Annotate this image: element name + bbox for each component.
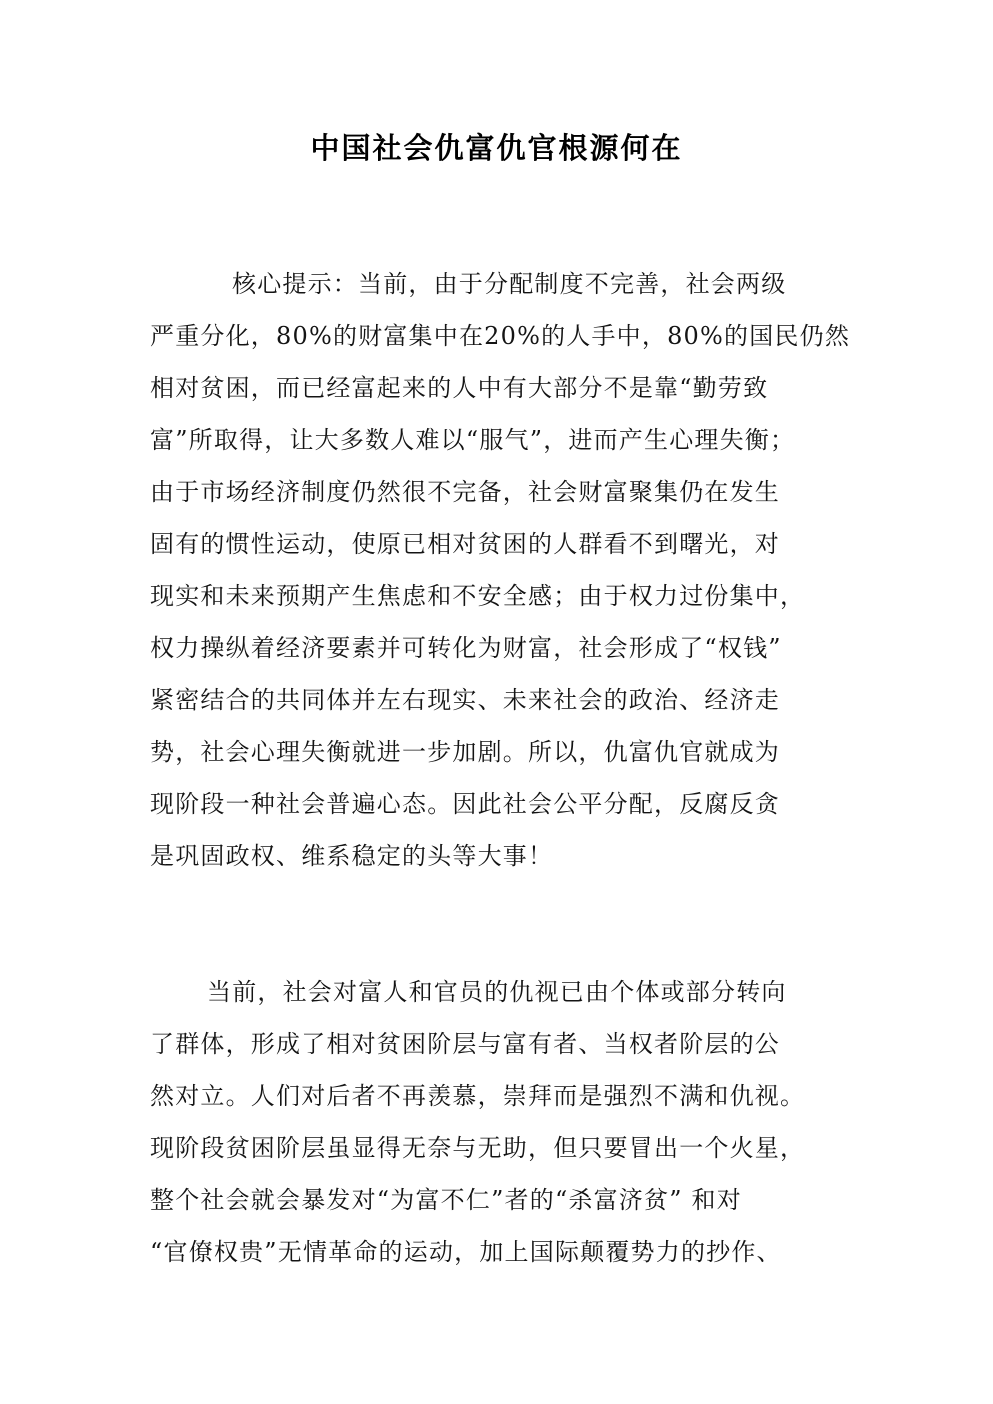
text-line: 然对立。人们对后者不再羡慕，崇拜而是强烈不满和仇视。 bbox=[150, 1082, 806, 1110]
text-line: 核心提示：当前，由于分配制度不完善，社会两级 bbox=[232, 270, 787, 298]
text-line: 富”所取得，让大多数人难以“服气”，进而产生心理失衡； bbox=[150, 426, 796, 454]
text-line: 整个社会就会暴发对“为富不仁”者的“杀富济贫” 和对 bbox=[150, 1186, 742, 1214]
text-line: 现实和未来预期产生焦虑和不安全感；由于权力过份集中， bbox=[150, 582, 806, 610]
text-line: 紧密结合的共同体并左右现实、未来社会的政治、经济走 bbox=[150, 686, 780, 714]
text-line: 权力操纵着经济要素并可转化为财富，社会形成了“权钱” bbox=[150, 634, 782, 662]
text-line: 相对贫困，而已经富起来的人中有大部分不是靠“勤劳致 bbox=[150, 374, 769, 402]
text-line: 现阶段一种社会普遍心态。因此社会公平分配，反腐反贪 bbox=[150, 790, 780, 818]
text-line: 当前，社会对富人和官员的仇视已由个体或部分转向 bbox=[207, 978, 787, 1006]
text-line: 由于市场经济制度仍然很不完备，社会财富聚集仍在发生 bbox=[150, 478, 780, 506]
text-line: 严重分化，80%的财富集中在20%的人手中，80%的国民仍然 bbox=[150, 322, 851, 350]
document-title: 中国社会仇富仇官根源何在 bbox=[310, 131, 683, 165]
text-line: “官僚权贵”无情革命的运动，加上国际颠覆势力的抄作、 bbox=[150, 1238, 782, 1266]
text-line: 现阶段贫困阶层虽显得无奈与无助，但只要冒出一个火星， bbox=[150, 1134, 806, 1162]
text-line: 了群体，形成了相对贫困阶层与富有者、当权者阶层的公 bbox=[150, 1030, 780, 1058]
text-line: 是巩固政权、维系稳定的头等大事！ bbox=[150, 842, 554, 870]
text-line: 势，社会心理失衡就进一步加剧。所以，仇富仇官就成为 bbox=[150, 738, 780, 766]
text-line: 固有的惯性运动，使原已相对贫困的人群看不到曙光，对 bbox=[150, 530, 780, 558]
